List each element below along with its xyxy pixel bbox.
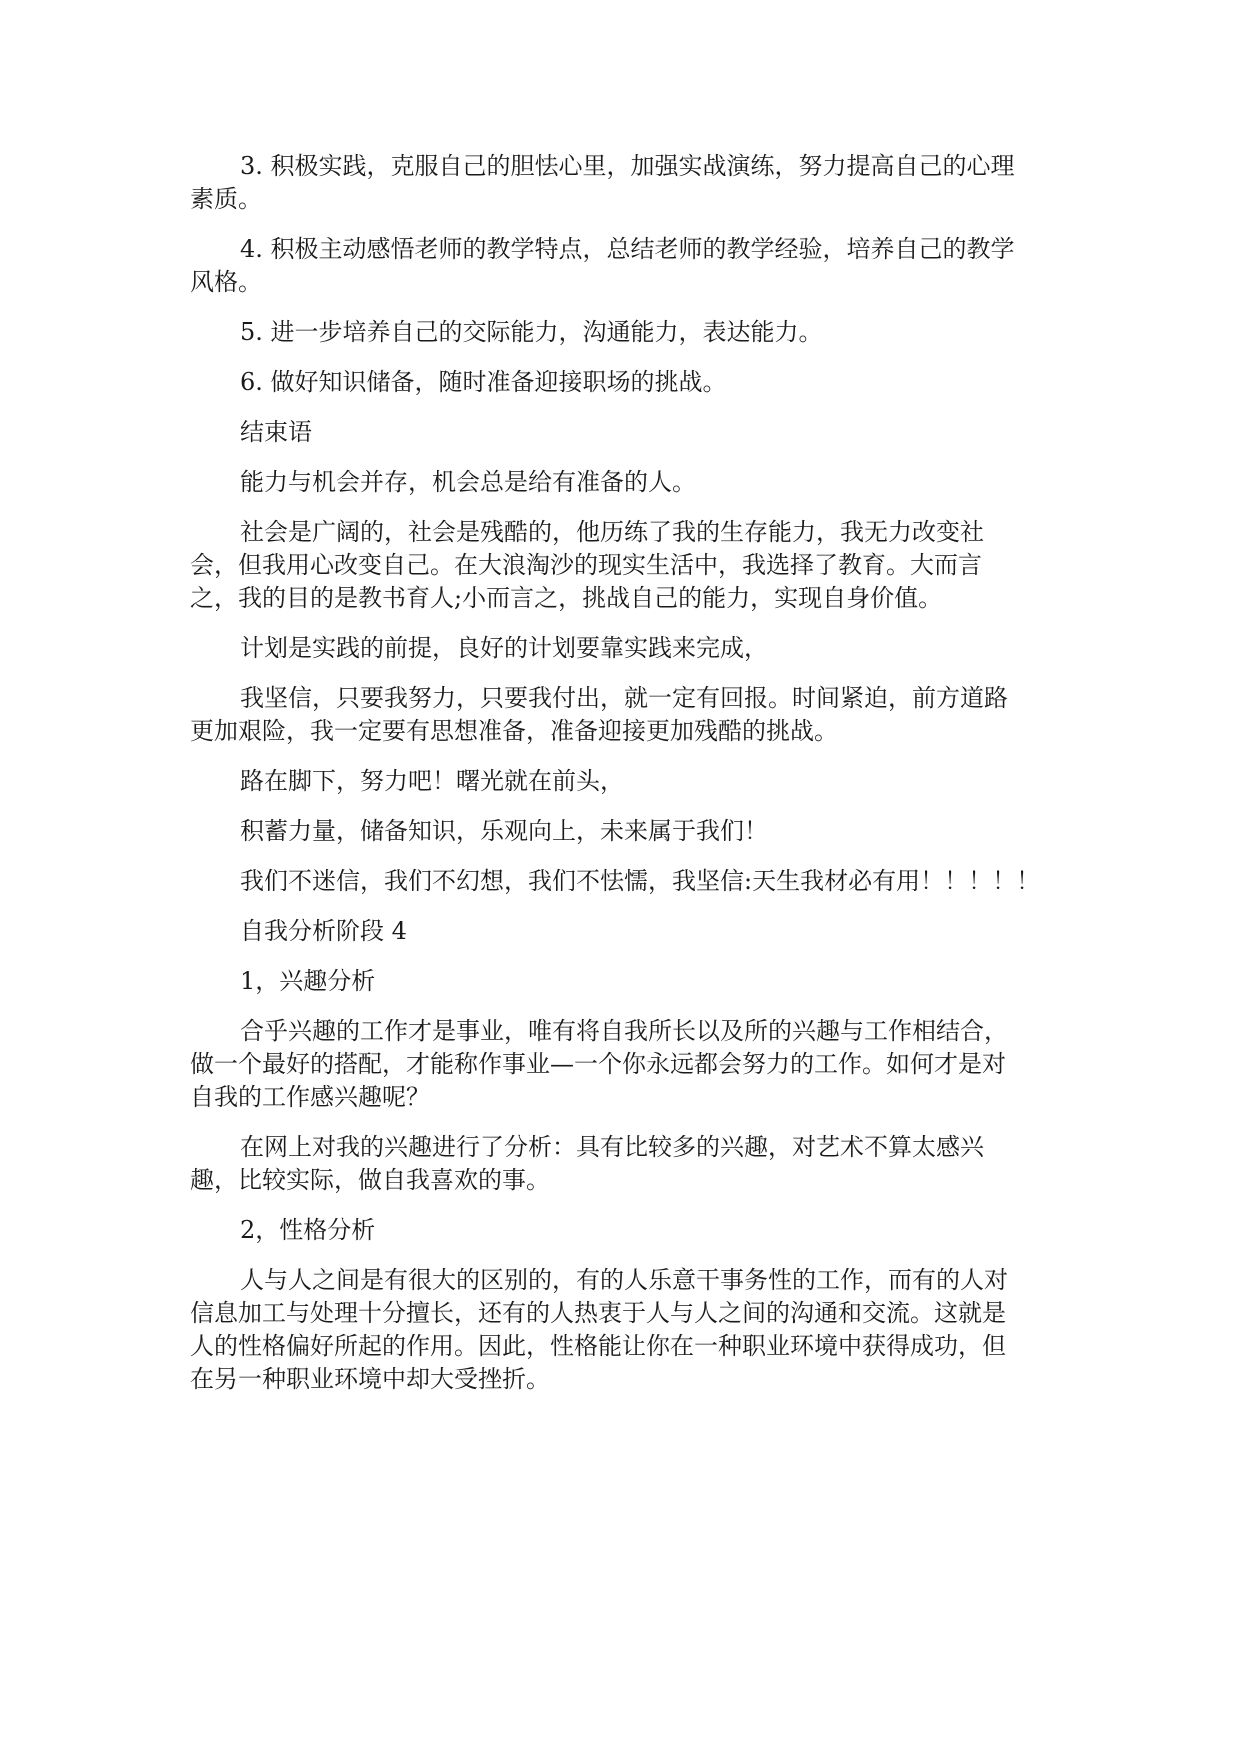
- paragraph: [190, 765, 1060, 798]
- paragraph: [190, 466, 1060, 499]
- text-line: 我们不迷信，我们不幻想，我们不怯懦，我坚信:天生我材必有用！！！！！: [240, 867, 1041, 895]
- text-line: 5. 进一步培养自己的交际能力，沟通能力，表达能力。: [240, 318, 823, 346]
- text-line: 趣，比较实际，做自我喜欢的事。: [190, 1166, 550, 1194]
- paragraph: [190, 516, 1060, 615]
- paragraph: [190, 632, 1060, 665]
- text-line: 风格。: [190, 268, 262, 296]
- text-line: 我坚信，只要我努力，只要我付出，就一定有回报。时间紧迫，前方道路: [240, 684, 1008, 712]
- paragraph: [190, 865, 1060, 898]
- document-body: [190, 150, 1060, 1396]
- text-line: 信息加工与处理十分擅长，还有的人热衷于人与人之间的沟通和交流。这就是: [190, 1299, 1006, 1327]
- text-line: 做一个最好的搭配，才能称作事业—一个你永远都会努力的工作。如何才是对: [190, 1050, 1006, 1078]
- paragraph: [190, 1214, 1060, 1247]
- text-line: 路在脚下，努力吧！曙光就在前头，: [240, 767, 624, 795]
- paragraph: [190, 965, 1060, 998]
- paragraph: [190, 366, 1060, 399]
- paragraph: [190, 1131, 1060, 1197]
- text-line: 积蓄力量，储备知识，乐观向上，未来属于我们！: [240, 817, 768, 845]
- text-line: 之，我的目的是教书育人;小而言之，挑战自己的能力，实现自身价值。: [190, 584, 943, 612]
- text-line: 结束语: [240, 418, 312, 446]
- text-line: 自我分析阶段 4: [240, 917, 407, 945]
- paragraph: [190, 1264, 1060, 1396]
- paragraph: [190, 233, 1060, 299]
- text-line: 计划是实践的前提，良好的计划要靠实践来完成，: [240, 634, 768, 662]
- text-line: 在网上对我的兴趣进行了分析：具有比较多的兴趣，对艺术不算太感兴: [240, 1133, 984, 1161]
- text-line: 合乎兴趣的工作才是事业，唯有将自我所长以及所的兴趣与工作相结合，: [240, 1017, 1008, 1045]
- text-line: 在另一种职业环境中却大受挫折。: [190, 1365, 550, 1393]
- paragraph: [190, 150, 1060, 216]
- text-line: 1，兴趣分析: [240, 967, 376, 995]
- paragraph: [190, 416, 1060, 449]
- paragraph: [190, 682, 1060, 748]
- text-line: 自我的工作感兴趣呢？: [190, 1083, 430, 1111]
- text-line: 3. 积极实践，克服自己的胆怯心里，加强实战演练，努力提高自己的心理: [240, 152, 1015, 180]
- text-line: 人的性格偏好所起的作用。因此，性格能让你在一种职业环境中获得成功，但: [190, 1332, 1006, 1360]
- text-line: 能力与机会并存，机会总是给有准备的人。: [240, 468, 696, 496]
- text-line: 素质。: [190, 185, 262, 213]
- text-line: 更加艰险，我一定要有思想准备，准备迎接更加残酷的挑战。: [190, 717, 838, 745]
- text-line: 会，但我用心改变自己。在大浪淘沙的现实生活中，我选择了教育。大而言: [190, 551, 982, 579]
- text-line: 4. 积极主动感悟老师的教学特点，总结老师的教学经验，培养自己的教学: [240, 235, 1015, 263]
- text-line: 社会是广阔的，社会是残酷的，他历练了我的生存能力，我无力改变社: [240, 518, 984, 546]
- text-line: 人与人之间是有很大的区别的，有的人乐意干事务性的工作，而有的人对: [240, 1266, 1008, 1294]
- text-line: 6. 做好知识储备，随时准备迎接职场的挑战。: [240, 368, 727, 396]
- paragraph: [190, 1015, 1060, 1114]
- paragraph: [190, 316, 1060, 349]
- paragraph: [190, 915, 1060, 948]
- text-line: 2，性格分析: [240, 1216, 376, 1244]
- paragraph: [190, 815, 1060, 848]
